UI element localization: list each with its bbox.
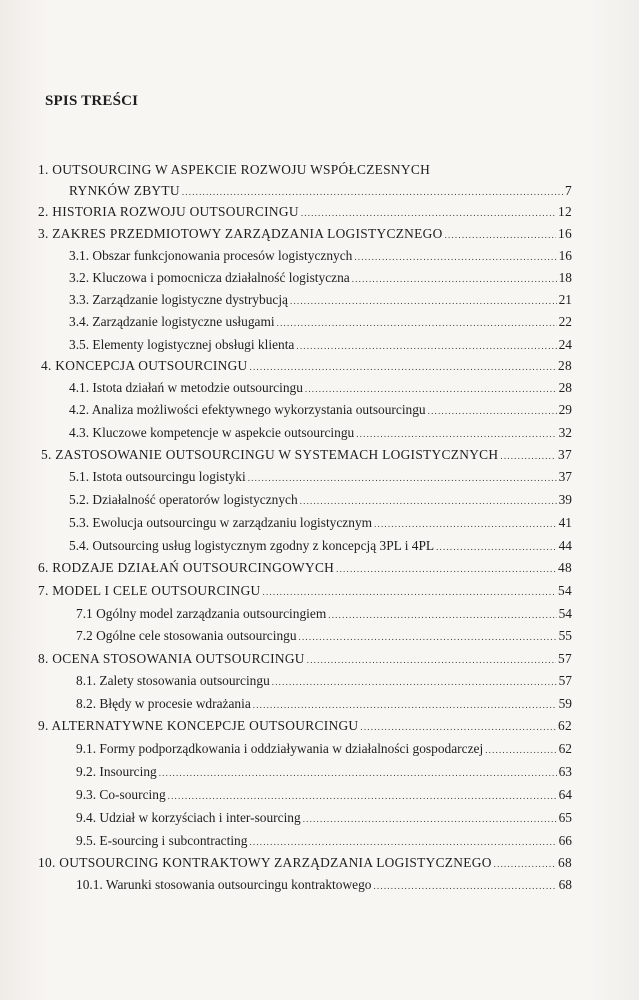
dot-leader [374, 515, 557, 533]
toc-entry-page: 7 [565, 183, 572, 198]
toc-entry-label: 4.1. Istota działań w metodzie outsourcingu [69, 380, 303, 395]
toc-entry-chapter-1-line-1 [38, 161, 572, 179]
toc-entry-chapter-1 [69, 182, 572, 200]
dot-leader [328, 606, 556, 624]
toc-entry-section-9-3 [76, 786, 572, 804]
toc-entry-page: 59 [558, 696, 572, 711]
toc-entry-page: 65 [558, 810, 572, 825]
toc-entry-label: 5.3. Ewolucja outsourcingu w zarządzaniu logistycznym [69, 515, 373, 530]
dot-leader [485, 741, 556, 759]
toc-entry-page: 32 [558, 425, 572, 440]
toc-entry-label: 2. HISTORIA ROZWOJU OUTSOURCINGU [38, 204, 299, 219]
toc-entry-page: 63 [558, 764, 572, 779]
toc-entry-section-10-1 [76, 876, 572, 894]
toc-entry-section-9-1 [76, 740, 572, 758]
toc-entry-section-8-2 [76, 695, 572, 713]
toc-entry-label: 4.3. Kluczowe kompetencje w aspekcie outsourcingu [69, 425, 355, 440]
toc-entry-label: 7.2 Ogólne cele stosowania outsourcingu [76, 628, 297, 643]
toc-entry-label: 7. MODEL I CELE OUTSOURCINGU [38, 583, 261, 598]
toc-entry-label: 10. OUTSOURCING KONTRAKTOWY ZARZĄDZANIA LOGISTYCZNEGO [38, 855, 492, 870]
toc-entry-chapter-6 [38, 559, 572, 577]
toc-entry-label: 1. OUTSOURCING W ASPEKCIE ROZWOJU WSPÓŁCZESNYCH [38, 162, 431, 177]
toc-entry-page: 68 [558, 877, 572, 892]
toc-entry-page: 64 [558, 787, 572, 802]
toc-entry-section-4-1 [69, 379, 572, 397]
toc-entry-page: 54 [558, 606, 572, 621]
toc-entry-chapter-8 [38, 650, 572, 668]
toc-entry-label: 8.2. Błędy w procesie wdrażania [76, 696, 251, 711]
toc-entry-section-7-2 [76, 627, 572, 645]
toc-entry-section-5-4 [69, 537, 572, 555]
toc-entry-page: 18 [558, 270, 572, 285]
toc-entry-page: 41 [558, 515, 572, 530]
toc-entry-section-3-2 [69, 269, 572, 287]
toc-entry-page: 12 [558, 204, 572, 219]
dot-leader [272, 673, 557, 691]
toc-entry-label: 3.4. Zarządzanie logistyczne usługami [69, 314, 275, 329]
toc-entry-section-3-4 [69, 313, 572, 331]
toc-heading: SPIS TREŚCI [45, 93, 139, 109]
toc-entry-label: 3.3. Zarządzanie logistyczne dystrybucją [69, 292, 288, 307]
toc-entry-page: 66 [558, 833, 572, 848]
dot-leader [248, 469, 557, 487]
toc-entry-page: 28 [558, 358, 572, 373]
dot-leader [263, 583, 556, 601]
toc-entry-section-5-2 [69, 491, 572, 509]
toc-entry-label: 9.1. Formy podporządkowania i oddziaływania w działalności gospodarczej [76, 741, 484, 756]
dot-leader [303, 810, 557, 828]
toc-entry-page: 16 [558, 248, 572, 263]
toc-entry-page: 62 [558, 741, 572, 756]
toc-entry-section-3-1 [69, 247, 572, 265]
toc-entry-page: 57 [558, 673, 572, 688]
dot-leader [494, 855, 556, 873]
toc-entry-label: 8. OCENA STOSOWANIA OUTSOURCINGU [38, 651, 305, 666]
dot-leader [299, 628, 557, 646]
toc-entry-page: 68 [558, 855, 572, 870]
toc-entry-page: 24 [558, 337, 572, 352]
toc-entry-label: 9.5. E-sourcing i subcontracting [76, 833, 248, 848]
toc-entry-label: 3. ZAKRES PRZEDMIOTOWY ZARZĄDZANIA LOGISTYCZNEGO [38, 226, 443, 241]
toc-entry-page: 28 [558, 380, 572, 395]
dot-leader [356, 425, 556, 443]
dot-leader [301, 204, 556, 222]
toc-entry-section-4-3 [69, 424, 572, 442]
toc-entry-label: 5.4. Outsourcing usług logistycznym zgodny z koncepcją 3PL i 4PL [69, 538, 435, 553]
dot-leader [182, 183, 563, 201]
toc-entry-page: 48 [558, 560, 572, 575]
dot-leader [336, 560, 556, 578]
toc-entry-section-7-1 [76, 605, 572, 623]
toc-entry-label: 3.2. Kluczowa i pomocnicza działalność logistyczna [69, 270, 350, 285]
dot-leader [445, 226, 556, 244]
toc-entry-section-3-5 [69, 336, 572, 354]
dot-leader [436, 538, 557, 556]
toc-entry-page: 16 [558, 226, 572, 241]
toc-entry-section-9-4 [76, 809, 572, 827]
dot-leader [373, 877, 556, 895]
toc-entry-label: 9.3. Co-sourcing [76, 787, 166, 802]
toc-entry-section-5-3 [69, 514, 572, 532]
dot-leader [277, 314, 557, 332]
toc-entry-label: 10.1. Warunki stosowania outsourcingu kontraktowego [76, 877, 372, 892]
toc-entry-chapter-2 [38, 203, 572, 221]
toc-entry-chapter-10 [38, 854, 572, 872]
toc-entry-section-3-3 [69, 291, 572, 309]
toc-entry-section-9-5 [76, 832, 572, 850]
toc-entry-chapter-7 [38, 582, 572, 600]
toc-entry-page: 55 [558, 628, 572, 643]
toc-entry-chapter-5 [41, 446, 572, 464]
dot-leader [500, 447, 556, 465]
toc-entry-label: 3.1. Obszar funkcjonowania procesów logistycznych [69, 248, 353, 263]
dot-leader [168, 787, 557, 805]
toc-entry-label: 6. RODZAJE DZIAŁAŃ OUTSOURCINGOWYCH [38, 560, 335, 575]
toc-entry-chapter-3 [38, 225, 572, 243]
dot-leader [250, 358, 556, 376]
toc-entry-chapter-4 [41, 357, 572, 375]
toc-entry-chapter-9 [38, 717, 572, 735]
toc-entry-label: 5. ZASTOSOWANIE OUTSOURCINGU W SYSTEMACH LOGISTYCZNYCH [41, 447, 499, 462]
dot-leader [428, 402, 557, 420]
toc-entry-page: 39 [558, 492, 572, 507]
toc-entry-page: 44 [558, 538, 572, 553]
toc-entry-section-8-1 [76, 672, 572, 690]
toc-entry-label: 4.2. Analiza możliwości efektywnego wykorzystania outsourcingu [69, 402, 426, 417]
toc-entry-page: 37 [558, 469, 572, 484]
toc-entry-label: 5.2. Działalność operatorów logistycznych [69, 492, 298, 507]
dot-leader [290, 292, 557, 310]
dot-leader [307, 651, 556, 669]
toc-entry-label: 9.4. Udział w korzyściach i inter-sourcing [76, 810, 301, 825]
toc-entry-section-9-2 [76, 763, 572, 781]
toc-entry-page: 21 [558, 292, 572, 307]
dot-leader [249, 833, 556, 851]
toc-entry-label: 3.5. Elementy logistycznej obsługi klienta [69, 337, 295, 352]
toc-entry-label: 7.1 Ogólny model zarządzania outsourcingiem [76, 606, 327, 621]
toc-entry-section-5-1 [69, 468, 572, 486]
toc-entry-page: 29 [558, 402, 572, 417]
toc-entry-label: 5.1. Istota outsourcingu logistyki [69, 469, 246, 484]
toc-entry-section-4-2 [69, 401, 572, 419]
dot-leader [354, 248, 556, 266]
toc-entry-page: 54 [558, 583, 572, 598]
toc-entry-page: 62 [558, 718, 572, 733]
toc-entry-page: 57 [558, 651, 572, 666]
dot-leader [352, 270, 557, 288]
toc-entry-label: RYNKÓW ZBYTU [69, 183, 180, 198]
toc-entry-label: 9. ALTERNATYWNE KONCEPCJE OUTSOURCINGU [38, 718, 359, 733]
toc-entry-page: 37 [558, 447, 572, 462]
toc-entry-label: 4. KONCEPCJA OUTSOURCINGU [41, 358, 248, 373]
toc-entry-label: 9.2. Insourcing [76, 764, 157, 779]
dot-leader [360, 718, 556, 736]
dot-leader [305, 380, 557, 398]
dot-leader [296, 337, 556, 355]
toc-entry-page: 22 [558, 314, 572, 329]
dot-leader [159, 764, 557, 782]
dot-leader [300, 492, 557, 510]
dot-leader [253, 696, 557, 714]
toc-entry-label: 8.1. Zalety stosowania outsourcingu [76, 673, 270, 688]
